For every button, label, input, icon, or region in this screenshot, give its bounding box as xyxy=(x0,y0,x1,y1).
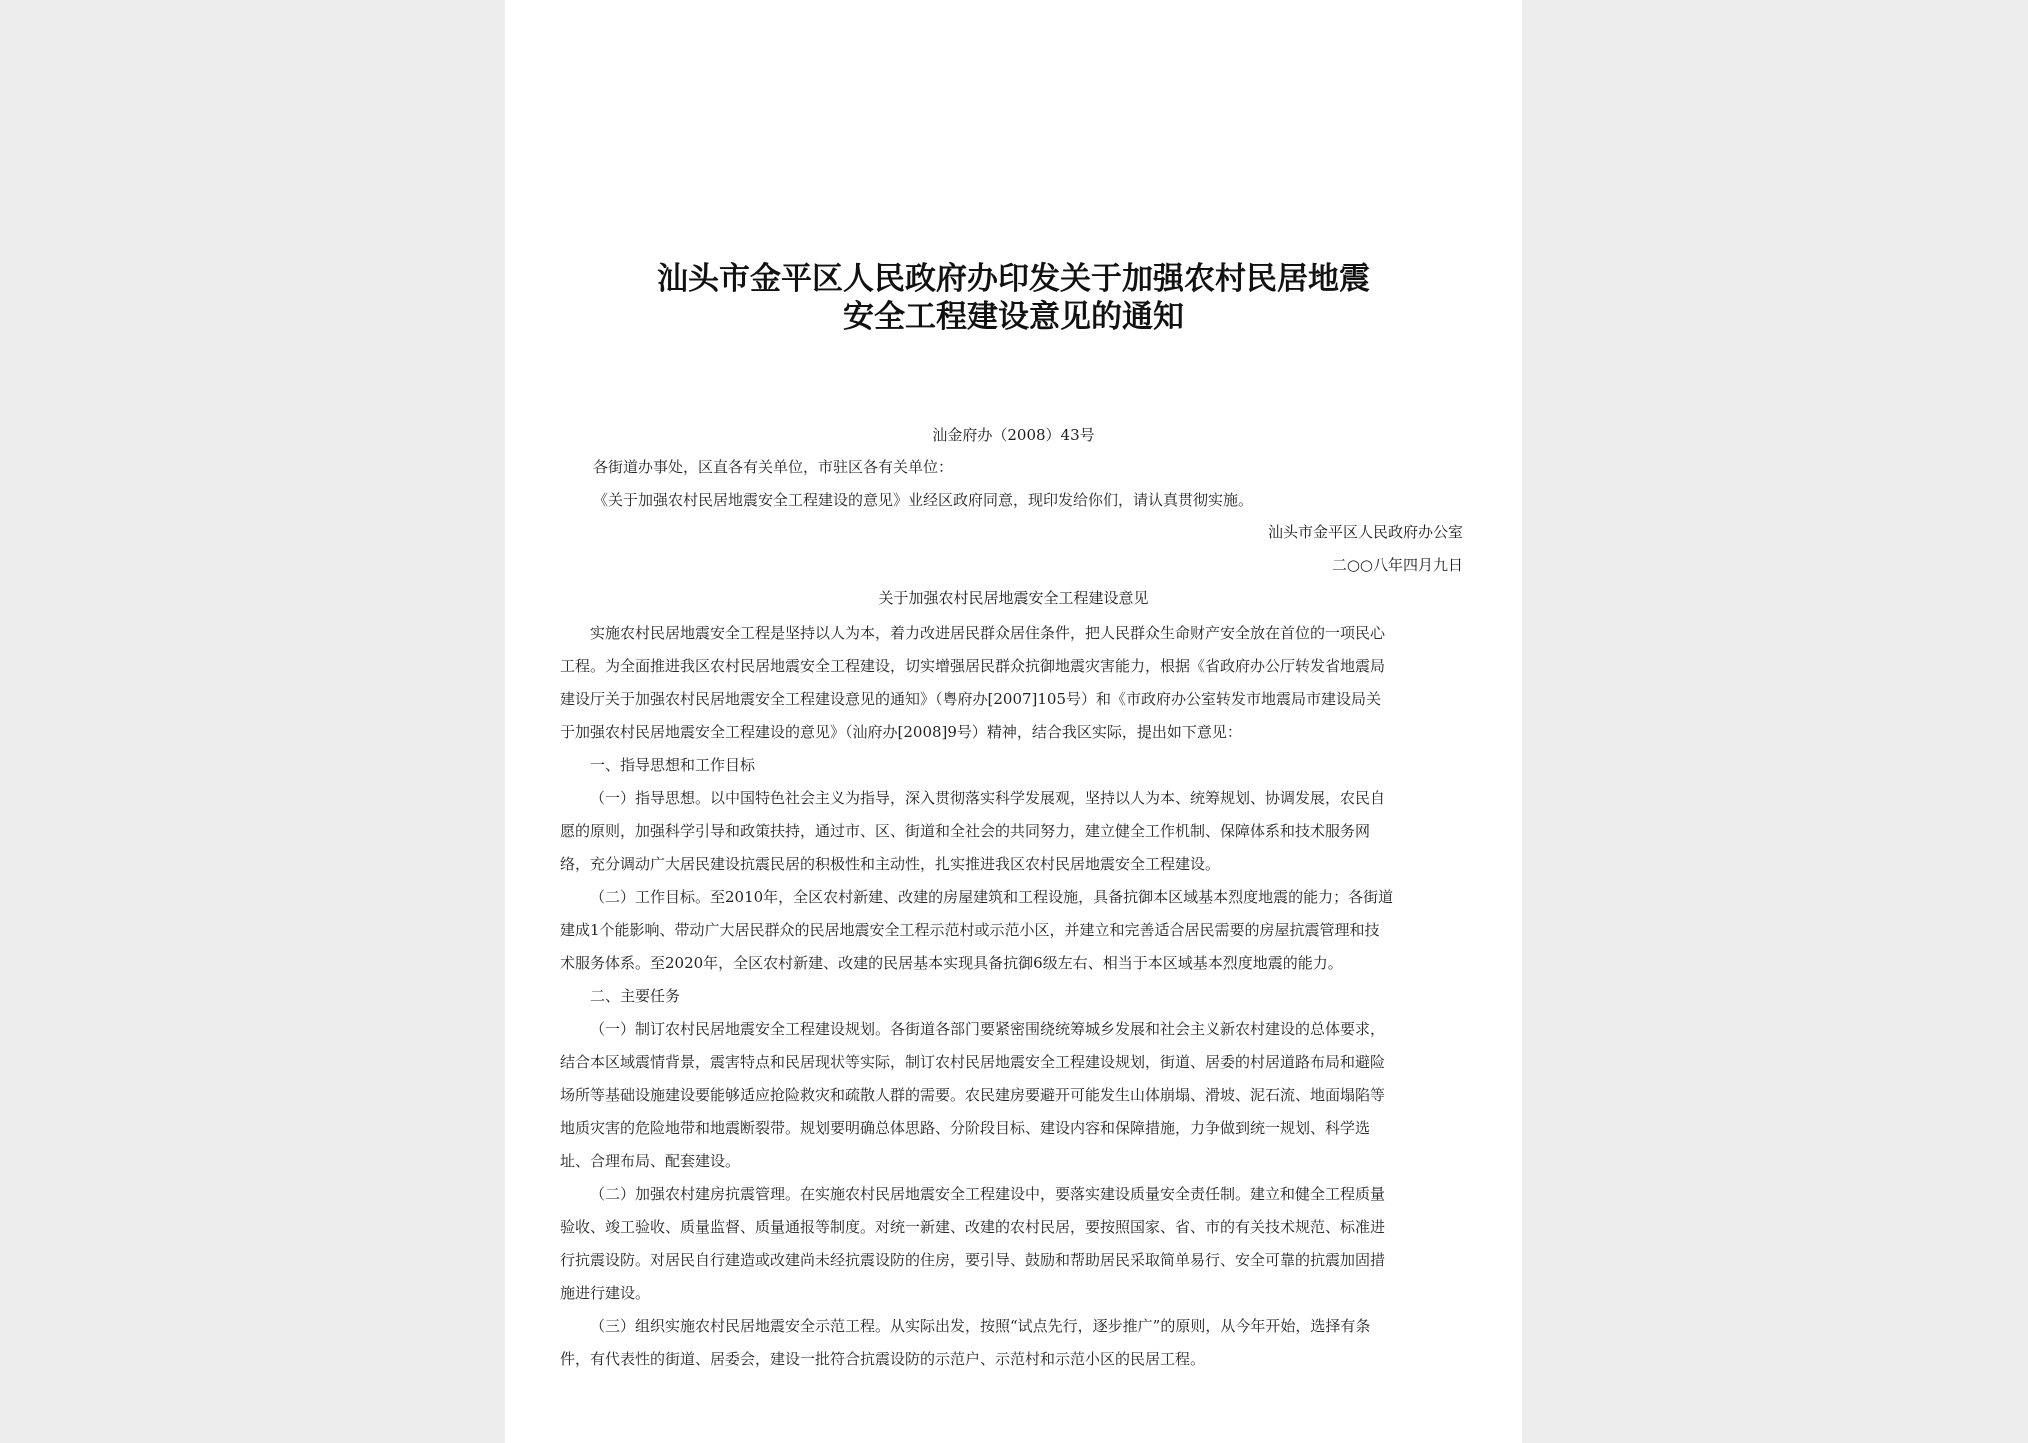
body-line: 工程。为全面推进我区农村民居地震安全工程建设，切实增强居民群众抗御地震灾害能力，根据《省政府办公厅转发省地震局 xyxy=(560,657,1386,675)
body-line: 地质灾害的危险地带和地震断裂带。规划要明确总体思路、分阶段目标、建设内容和保障措施，力争做到统一规划、科学选 xyxy=(560,1119,1371,1137)
body-line: 址、合理布局、配套建设。 xyxy=(560,1152,741,1170)
body-text xyxy=(560,617,1475,1376)
body-line: 场所等基础设施建设要能够适应抢险救灾和疏散人群的需要。农民建房要避开可能发生山体崩塌、滑坡、泥石流、地面塌陷等 xyxy=(560,1086,1386,1104)
issue-date: 二○○八年四月九日 xyxy=(1331,556,1463,574)
body-line: （二）工作目标。至2010年，全区农村新建、改建的房屋建筑和工程设施，具备抗御本区域基本烈度地震的能力；各街道 xyxy=(590,888,1394,906)
body-line: 愿的原则，加强科学引导和政策扶持，通过市、区、街道和全社会的共同努力，建立健全工作机制、保障体系和技术服务网 xyxy=(560,822,1371,840)
body-line: 实施农村民居地震安全工程是坚持以人为本，着力改进居民群众居住条件，把人民群众生命财产安全放在首位的一项民心 xyxy=(590,624,1386,642)
body-line: 建设厅关于加强农村民居地震安全工程建设意见的通知》（粤府办[2007]105号）和《市政府办公室转发市地震局市建设局关 xyxy=(560,690,1382,708)
body-line: 验收、竣工验收、质量监督、质量通报等制度。对统一新建、改建的农村民居，要按照国家、省、市的有关技术规范、标准进 xyxy=(560,1218,1386,1236)
body-line: 一、指导思想和工作目标 xyxy=(590,756,756,774)
body-line: 于加强农村民居地震安全工程建设的意见》（汕府办[2008]9号）精神，结合我区实际，提出如下意见： xyxy=(560,723,1242,741)
body-line: 施进行建设。 xyxy=(560,1284,651,1302)
body-line: 建成1个能影响、带动广大居民群众的民居地震安全工程示范村或示范小区，并建立和完善适合居民需要的房屋抗震管理和技 xyxy=(560,921,1380,939)
intro-paragraph: 《关于加强农村民居地震安全工程建设的意见》业经区政府同意，现印发给你们，请认真贯彻实施。 xyxy=(593,491,1254,509)
document-number: 汕金府办（2008）43号 xyxy=(932,426,1095,444)
opinion-subtitle: 关于加强农村民居地震安全工程建设意见 xyxy=(878,589,1149,607)
body-line: （三）组织实施农村民居地震安全示范工程。从实际出发，按照“试点先行，逐步推广”的原则，从今年开始，选择有条 xyxy=(590,1317,1371,1335)
body-line: 络，充分调动广大居民建设抗震民居的积极性和主动性，扎实推进我区农村民居地震安全工程建设。 xyxy=(560,855,1221,873)
addressee: 各街道办事处，区直各有关单位，市驻区各有关单位： xyxy=(593,458,954,476)
document-title xyxy=(505,260,1522,336)
body-line: （一）指导思想。以中国特色社会主义为指导，深入贯彻落实科学发展观，坚持以人为本、统筹规划、协调发展，农民自 xyxy=(590,789,1386,807)
title-line-1: 汕头市金平区人民政府办印发关于加强农村民居地震 xyxy=(657,261,1370,297)
body-line: 二、主要任务 xyxy=(590,987,681,1005)
document-page xyxy=(505,0,1522,1443)
issuer: 汕头市金平区人民政府办公室 xyxy=(1267,523,1463,541)
body-line: 结合本区域震情背景，震害特点和民居现状等实际，制订农村民居地震安全工程建设规划，街道、居委的村居道路布局和避险 xyxy=(560,1053,1386,1071)
body-line: 行抗震设防。对居民自行建造或改建尚未经抗震设防的住房，要引导、鼓励和帮助居民采取简单易行、安全可靠的抗震加固措 xyxy=(560,1251,1386,1269)
title-line-2: 安全工程建设意见的通知 xyxy=(843,299,1184,335)
body-line: （二）加强农村建房抗震管理。在实施农村民居地震安全工程建设中，要落实建设质量安全责任制。建立和健全工程质量 xyxy=(590,1185,1386,1203)
body-line: 术服务体系。至2020年，全区农村新建、改建的民居基本实现具备抗御6级左右、相当于本区域基本烈度地震的能力。 xyxy=(560,954,1343,972)
body-line: （一）制订农村民居地震安全工程建设规划。各街道各部门要紧密围绕统筹城乡发展和社会主义新农村建设的总体要求， xyxy=(590,1020,1386,1038)
body-line: 件，有代表性的街道、居委会，建设一批符合抗震设防的示范户、示范村和示范小区的民居工程。 xyxy=(560,1350,1206,1368)
